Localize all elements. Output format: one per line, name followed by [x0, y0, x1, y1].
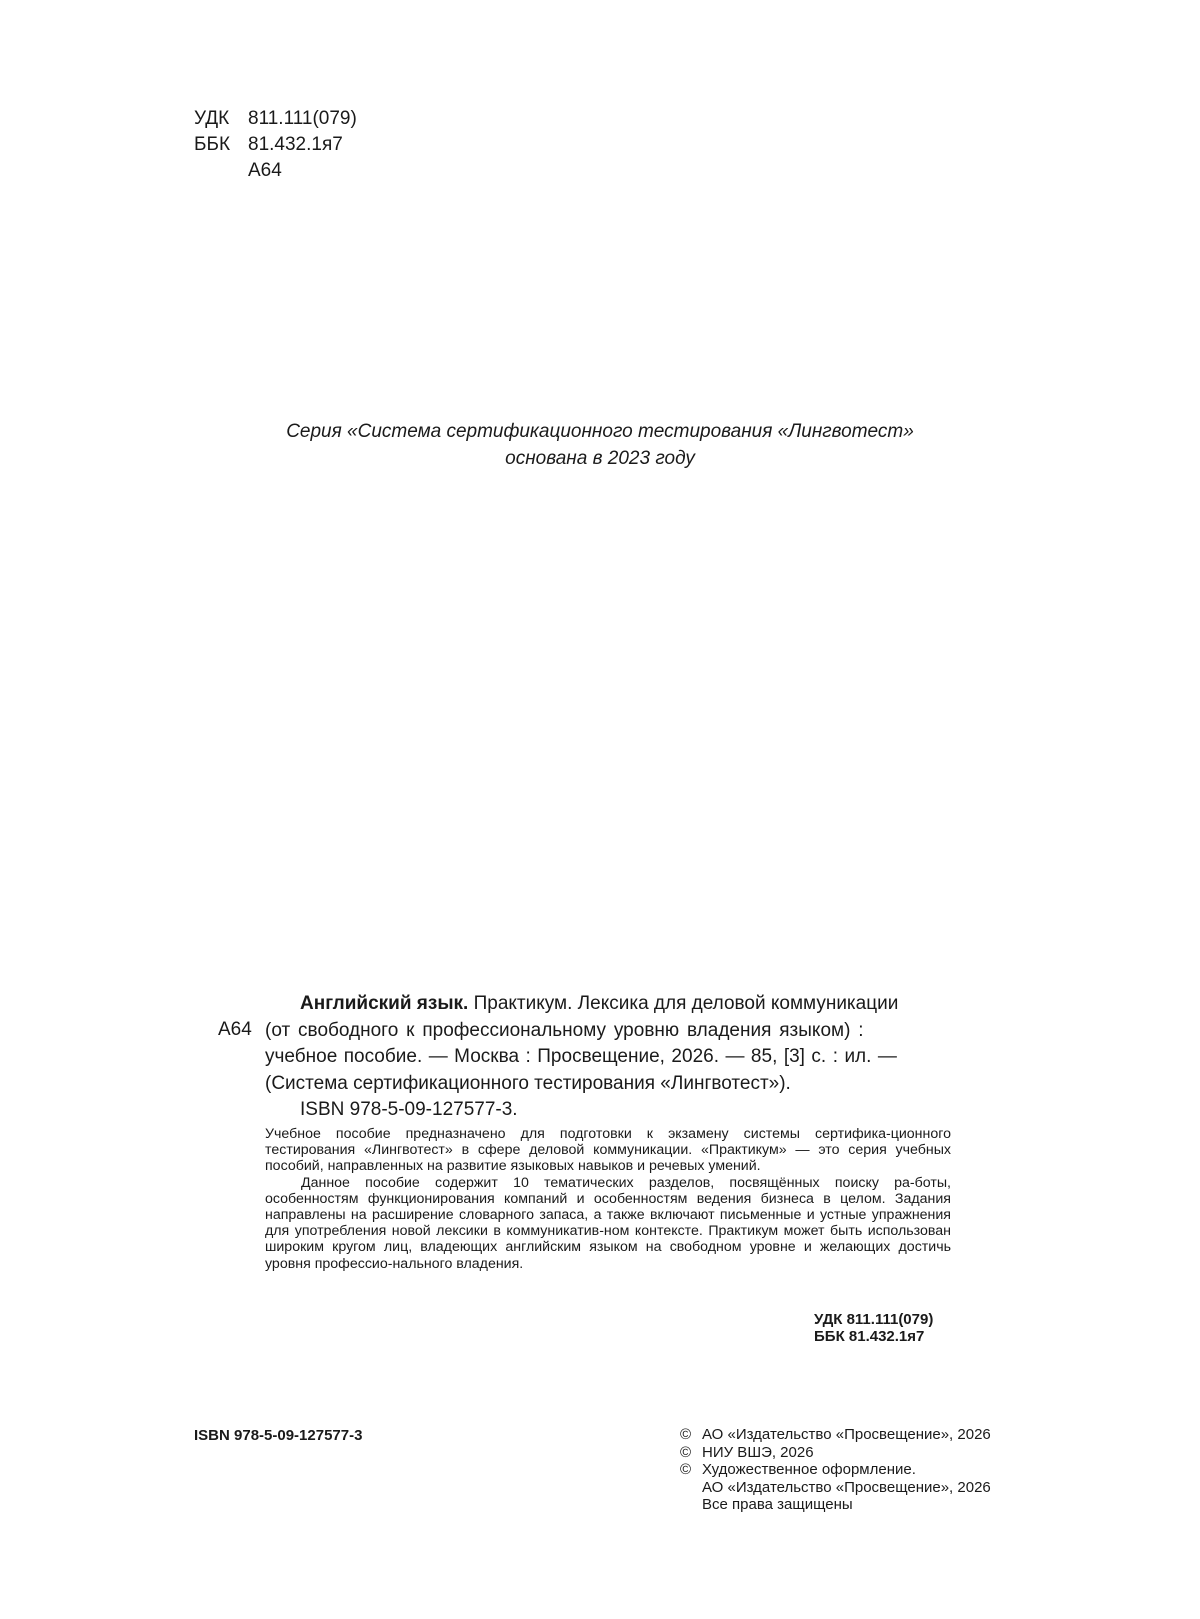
bbk-row: [194, 132, 357, 158]
bbk-label: ББК: [194, 134, 231, 155]
copyright-text-2: НИУ ВШЭ, 2026: [702, 1443, 814, 1461]
classification-block: [194, 106, 357, 184]
index-codes-right: [700, 1311, 937, 1345]
copyright-line-2: [680, 1444, 991, 1462]
copyright-line-1: [680, 1426, 991, 1444]
description-code: А64: [218, 1019, 252, 1040]
description-line1: [300, 991, 898, 1018]
copyright-text-3: Художественное оформление.: [702, 1461, 916, 1478]
author-mark-row: [194, 158, 357, 184]
index-bbk: ББК 81.432.1я7: [814, 1328, 925, 1345]
copyright-symbol: ©: [680, 1426, 692, 1443]
series-note-line2: основана в 2023 году: [505, 448, 695, 469]
series-note-line1: Серия «Система сертификационного тестирования «Лингвотест»: [286, 421, 914, 442]
copyright-symbol: ©: [680, 1461, 692, 1478]
bbk-value: 81.432.1я7: [248, 134, 343, 155]
index-udk: УДК 811.111(079): [814, 1311, 934, 1328]
copyright-line-3b: [680, 1479, 991, 1497]
copyright-text-1: АО «Издательство «Просвещение», 2026: [702, 1426, 991, 1443]
copyright-line-3: [680, 1461, 991, 1479]
author-mark: А64: [248, 160, 282, 181]
annotation: [265, 1126, 951, 1272]
annotation-paragraph-2: Данное пособие содержит 10 тематических разделов, посвящённых поиску ра-боты, особенностям функционирования компаний и особенностям ведения бизнеса в целом. Задания направлены на расширение словарного запаса, а также включают письменные и устные упражнения для употребления новой лексики в коммуникатив-ном контексте. Практикум может быть использован широким кругом лиц, владеющих английским языком на свободном уровне и желающих достичь уровня профессио-нального владения.: [265, 1174, 951, 1272]
udk-value: 811.111(079): [248, 108, 357, 129]
book-title: Английский язык.: [300, 993, 469, 1014]
copyright-symbol: ©: [680, 1443, 692, 1461]
copyright-text-3b: АО «Издательство «Просвещение», 2026: [702, 1478, 991, 1496]
description-line2: (от свободного к профессиональному уровню владения языком) :: [265, 1019, 864, 1041]
description-line3: учебное пособие. — Москва : Просвещение, 2026. — 85, [3] с. : ил. —: [265, 1046, 897, 1067]
isbn-bottom: ISBN 978-5-09-127577-3: [194, 1427, 363, 1444]
description-line4: (Система сертификационного тестирования «Лингвотест»).: [265, 1072, 791, 1094]
copyright-block: [680, 1426, 991, 1514]
description-isbn: ISBN 978-5-09-127577-3.: [300, 1099, 518, 1120]
rights-line: [680, 1496, 991, 1514]
udk-row: [194, 106, 357, 132]
description-line1-rest: Практикум. Лексика для деловой коммуникации: [468, 993, 899, 1014]
udk-label: УДК: [194, 108, 230, 129]
annotation-paragraph-1: Учебное пособие предназначено для подготовки к экзамену системы сертифика-ционного тестирования «Лингвотест» в сфере деловой коммуникации. «Практикум» — это серия учебных пособий, направленных на развитие языковых навыков и речевых умений.: [265, 1126, 951, 1175]
series-note: [0, 418, 1200, 472]
rights-reserved: Все права защищены: [702, 1496, 853, 1513]
